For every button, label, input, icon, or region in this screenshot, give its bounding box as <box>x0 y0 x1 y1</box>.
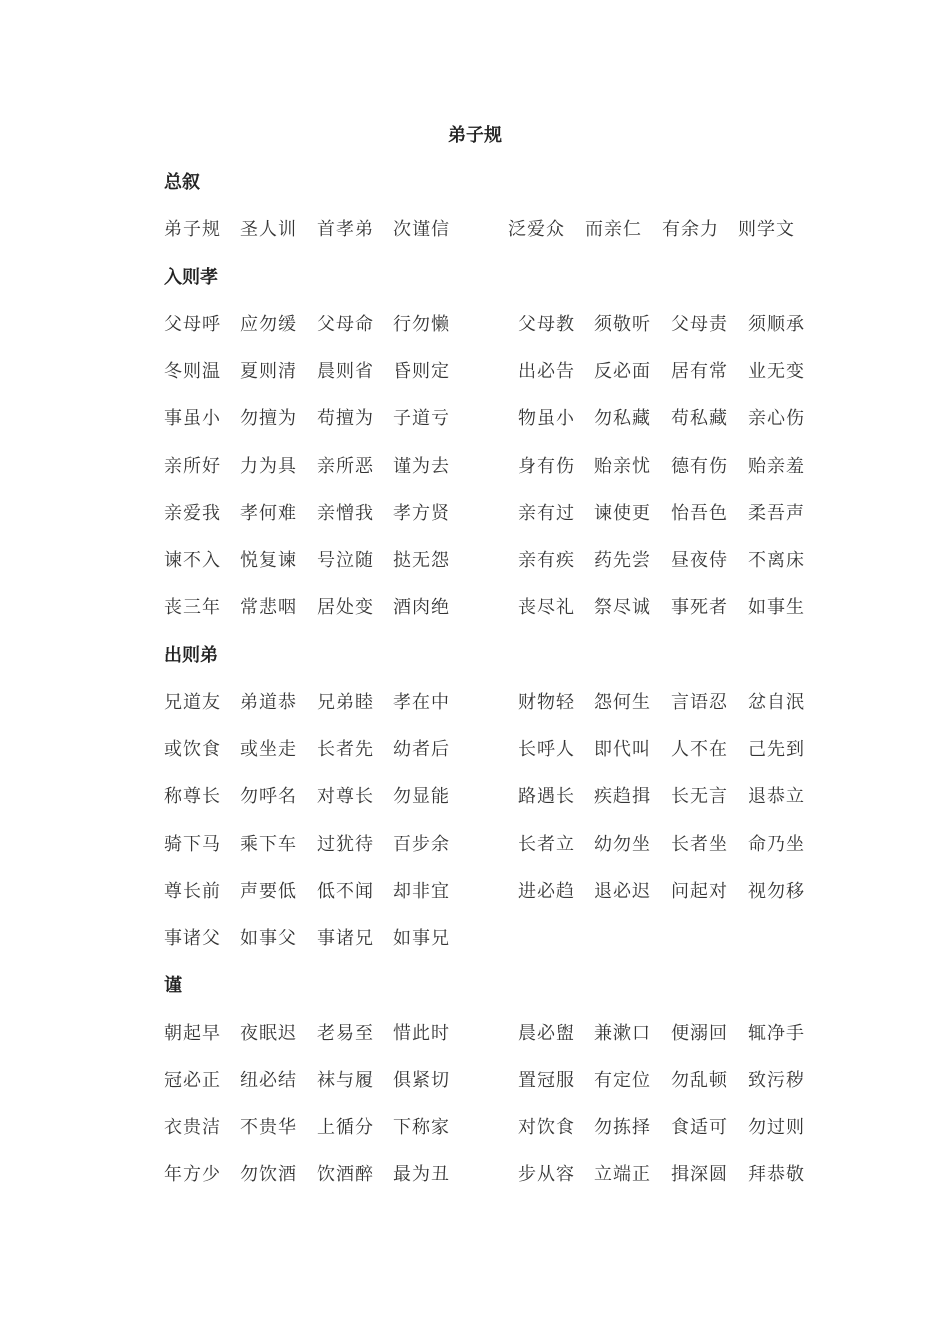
verse-phrase: 退恭立 <box>748 786 805 808</box>
verse-phrase: 谏使更 <box>594 502 651 524</box>
verse-phrase: 而亲仁 <box>585 219 642 241</box>
verse-phrase: 朝起早 <box>164 1022 221 1044</box>
verse-phrase: 不贵华 <box>240 1117 297 1138</box>
verse-phrase: 苟私藏 <box>671 408 728 430</box>
verse-phrase: 酒肉绝 <box>393 597 450 619</box>
verse-phrase: 次谨信 <box>393 219 450 241</box>
verse-phrase: 亲所恶 <box>317 455 374 477</box>
verse-phrase: 须敬听 <box>594 313 651 335</box>
verse-phrase: 药先尝 <box>594 550 651 571</box>
verse-phrase: 上循分 <box>317 1117 374 1138</box>
verse-phrase: 父母呼 <box>164 313 221 335</box>
verse-phrase: 事诸父 <box>164 928 221 949</box>
verse-phrase: 长呼人 <box>518 739 575 760</box>
verse-phrase: 怨何生 <box>594 691 651 713</box>
verse-phrase: 昏则定 <box>393 361 450 382</box>
verse-line <box>0 736 950 764</box>
verse-line <box>0 311 950 339</box>
verse-phrase: 长者先 <box>317 739 374 760</box>
verse-phrase: 父母命 <box>317 313 374 335</box>
verse-phrase: 亲有过 <box>518 502 575 524</box>
verse-line <box>0 831 950 859</box>
verse-phrase: 谨为去 <box>393 455 450 477</box>
verse-phrase: 声要低 <box>240 880 297 902</box>
verse-phrase: 须顺承 <box>748 313 805 335</box>
verse-phrase: 拜恭敬 <box>748 1164 805 1186</box>
verse-phrase: 步从容 <box>518 1164 575 1186</box>
verse-phrase: 命乃坐 <box>748 833 805 855</box>
verse-phrase: 常悲咽 <box>240 597 297 619</box>
verse-phrase: 孝方贤 <box>393 502 450 524</box>
verse-phrase: 兄道友 <box>164 691 221 713</box>
verse-phrase: 孝何难 <box>240 502 297 524</box>
verse-phrase: 却非宜 <box>393 880 450 902</box>
document-title: 弟子规 <box>448 125 502 146</box>
verse-phrase: 老易至 <box>317 1022 374 1044</box>
verse-phrase: 昼夜侍 <box>671 550 728 571</box>
verse-phrase: 不离床 <box>748 550 805 571</box>
verse-phrase: 贻亲忧 <box>594 455 651 477</box>
verse-phrase: 谏不入 <box>164 550 221 571</box>
verse-phrase: 衣贵洁 <box>164 1117 221 1138</box>
verse-phrase: 孝在中 <box>393 691 450 713</box>
verse-line <box>0 1020 950 1048</box>
verse-line <box>0 216 950 244</box>
verse-phrase: 父母教 <box>518 313 575 335</box>
verse-phrase: 勿乱顿 <box>671 1069 728 1091</box>
verse-phrase: 晨必盥 <box>518 1022 575 1044</box>
verse-phrase: 己先到 <box>748 739 805 760</box>
verse-phrase: 或坐走 <box>240 739 297 760</box>
verse-phrase: 夏则清 <box>240 361 297 382</box>
section-heading: 出则弟 <box>164 644 218 666</box>
verse-phrase: 怡吾色 <box>671 502 728 524</box>
verse-phrase: 辄净手 <box>748 1022 805 1044</box>
verse-line <box>0 783 950 811</box>
verse-phrase: 丧尽礼 <box>518 597 575 619</box>
verse-phrase: 兼漱口 <box>594 1022 651 1044</box>
verse-phrase: 则学文 <box>738 219 795 241</box>
verse-phrase: 事诸兄 <box>317 928 374 949</box>
verse-phrase: 幼勿坐 <box>594 833 651 855</box>
verse-phrase: 柔吾声 <box>748 502 805 524</box>
verse-phrase: 亲憎我 <box>317 502 374 524</box>
verse-phrase: 疾趋揖 <box>594 786 651 808</box>
verse-line <box>0 547 950 575</box>
verse-phrase: 长者立 <box>518 833 575 855</box>
verse-phrase: 勿擅为 <box>240 408 297 430</box>
verse-phrase: 晨则省 <box>317 361 374 382</box>
verse-phrase: 力为具 <box>240 455 297 477</box>
verse-line <box>0 405 950 433</box>
verse-phrase: 应勿缓 <box>240 313 297 335</box>
verse-phrase: 路遇长 <box>518 786 575 808</box>
verse-phrase: 百步余 <box>393 833 450 855</box>
verse-line <box>0 500 950 528</box>
verse-phrase: 反必面 <box>594 361 651 382</box>
verse-phrase: 苟擅为 <box>317 408 374 430</box>
verse-phrase: 父母责 <box>671 313 728 335</box>
verse-phrase: 悦复谏 <box>240 550 297 571</box>
verse-phrase: 长者坐 <box>671 833 728 855</box>
verse-phrase: 低不闻 <box>317 880 374 902</box>
verse-phrase: 勿私藏 <box>594 408 651 430</box>
verse-phrase: 食适可 <box>671 1117 728 1138</box>
verse-phrase: 行勿懒 <box>393 313 450 335</box>
verse-line <box>0 1161 950 1189</box>
section-heading: 入则孝 <box>164 266 218 288</box>
verse-phrase: 勿拣择 <box>594 1117 651 1138</box>
verse-phrase: 置冠服 <box>518 1069 575 1091</box>
verse-phrase: 或饮食 <box>164 739 221 760</box>
verse-phrase: 居有常 <box>671 361 728 382</box>
verse-phrase: 勿过则 <box>748 1117 805 1138</box>
verse-phrase: 亲爱我 <box>164 502 221 524</box>
verse-phrase: 号泣随 <box>317 550 374 571</box>
verse-phrase: 退必迟 <box>594 880 651 902</box>
verse-phrase: 亲所好 <box>164 455 221 477</box>
verse-phrase: 称尊长 <box>164 786 221 808</box>
verse-phrase: 亲有疾 <box>518 550 575 571</box>
verse-phrase: 冠必正 <box>164 1069 221 1091</box>
verse-phrase: 居处变 <box>317 597 374 619</box>
verse-phrase: 尊长前 <box>164 880 221 902</box>
verse-phrase: 饮酒醉 <box>317 1164 374 1186</box>
verse-phrase: 弟子规 <box>164 219 221 241</box>
verse-phrase: 业无变 <box>748 361 805 382</box>
verse-phrase: 过犹待 <box>317 833 374 855</box>
verse-line <box>0 925 950 953</box>
section-heading: 总叙 <box>164 172 200 193</box>
verse-phrase: 对尊长 <box>317 786 374 808</box>
verse-phrase: 丧三年 <box>164 597 221 619</box>
verse-phrase: 纽必结 <box>240 1069 297 1091</box>
verse-line <box>0 1067 950 1095</box>
verse-phrase: 幼者后 <box>393 739 450 760</box>
verse-line <box>0 689 950 717</box>
verse-phrase: 袜与履 <box>317 1069 374 1091</box>
verse-phrase: 挞无怨 <box>393 550 450 571</box>
verse-line <box>0 594 950 622</box>
verse-phrase: 问起对 <box>671 880 728 902</box>
verse-phrase: 子道亏 <box>393 408 450 430</box>
verse-phrase: 俱紧切 <box>393 1069 450 1091</box>
verse-phrase: 泛爱众 <box>508 219 565 241</box>
verse-phrase: 便溺回 <box>671 1022 728 1044</box>
verse-phrase: 事死者 <box>671 597 728 619</box>
verse-phrase: 年方少 <box>164 1164 221 1186</box>
verse-phrase: 有定位 <box>594 1069 651 1091</box>
verse-phrase: 祭尽诚 <box>594 597 651 619</box>
verse-phrase: 夜眠迟 <box>240 1022 297 1044</box>
verse-phrase: 乘下车 <box>240 833 297 855</box>
verse-line <box>0 453 950 481</box>
verse-phrase: 勿饮酒 <box>240 1164 297 1186</box>
verse-line <box>0 358 950 386</box>
verse-line <box>0 1114 950 1142</box>
verse-phrase: 勿显能 <box>393 786 450 808</box>
verse-phrase: 惜此时 <box>393 1022 450 1044</box>
verse-phrase: 如事生 <box>748 597 805 619</box>
verse-phrase: 视勿移 <box>748 880 805 902</box>
section-heading: 谨 <box>164 975 182 997</box>
verse-phrase: 致污秽 <box>748 1069 805 1091</box>
verse-phrase: 言语忍 <box>671 691 728 713</box>
verse-phrase: 立端正 <box>594 1164 651 1186</box>
verse-phrase: 即代叫 <box>594 739 651 760</box>
verse-phrase: 物虽小 <box>518 408 575 430</box>
verse-phrase: 人不在 <box>671 739 728 760</box>
verse-phrase: 财物轻 <box>518 691 575 713</box>
verse-phrase: 对饮食 <box>518 1117 575 1138</box>
verse-phrase: 最为丑 <box>393 1164 450 1186</box>
verse-phrase: 骑下马 <box>164 833 221 855</box>
verse-phrase: 出必告 <box>518 361 575 382</box>
verse-phrase: 亲心伤 <box>748 408 805 430</box>
verse-phrase: 身有伤 <box>518 455 575 477</box>
verse-phrase: 勿呼名 <box>240 786 297 808</box>
verse-phrase: 下称家 <box>393 1117 450 1138</box>
verse-phrase: 长无言 <box>671 786 728 808</box>
verse-phrase: 忿自泯 <box>748 691 805 713</box>
verse-phrase: 圣人训 <box>240 219 297 241</box>
verse-phrase: 首孝弟 <box>317 219 374 241</box>
verse-phrase: 如事兄 <box>393 928 450 949</box>
verse-phrase: 事虽小 <box>164 408 221 430</box>
verse-phrase: 如事父 <box>240 928 297 949</box>
verse-phrase: 弟道恭 <box>240 691 297 713</box>
verse-phrase: 兄弟睦 <box>317 691 374 713</box>
verse-phrase: 有余力 <box>662 219 719 241</box>
verse-phrase: 贻亲羞 <box>748 455 805 477</box>
verse-line <box>0 878 950 906</box>
verse-phrase: 进必趋 <box>518 880 575 902</box>
verse-phrase: 揖深圆 <box>671 1164 728 1186</box>
verse-phrase: 冬则温 <box>164 361 221 382</box>
verse-phrase: 德有伤 <box>671 455 728 477</box>
